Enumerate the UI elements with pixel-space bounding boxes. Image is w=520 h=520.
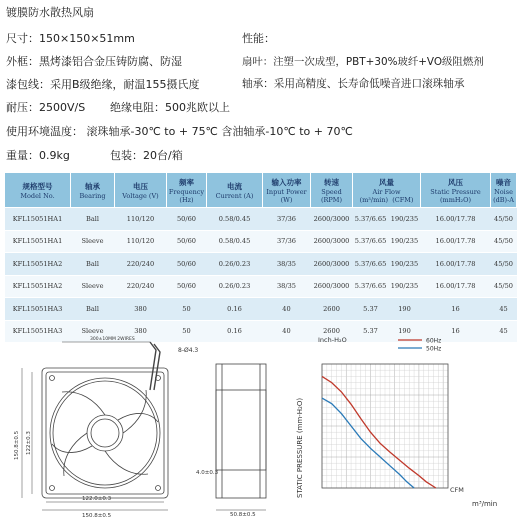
- table-cell: 45: [491, 298, 517, 321]
- table-cell: 190/235: [389, 208, 421, 231]
- table-cell: KFL15051HA2: [5, 253, 71, 276]
- x-unit-label: m³/min: [472, 500, 498, 508]
- y-unit-label: Inch-H₂O: [318, 336, 347, 344]
- table-cell: 50/60: [167, 253, 207, 276]
- x-axis-label: CFM: [450, 486, 464, 494]
- table-cell: 2600/3000: [311, 275, 353, 298]
- series-line-50hz: [322, 398, 414, 488]
- fan-drawing-area: [0, 330, 520, 520]
- spec-size: 尺寸：150×150×51mm: [6, 32, 135, 45]
- table-cell: 5.37/6.65: [353, 275, 389, 298]
- table-cell: 5.37/6.65: [353, 253, 389, 276]
- pq-chart: [296, 336, 497, 508]
- table-cell: 110/120: [115, 230, 167, 253]
- header-voltage: 电压 Voltage (V): [115, 173, 167, 208]
- page-title: 镀膜防水散热风扇: [6, 6, 94, 19]
- table-cell: 380: [115, 320, 167, 343]
- table-cell: 190: [389, 298, 421, 321]
- header-model: 规格型号 Model No.: [5, 173, 71, 208]
- dim-inner-vertical: 122±0.3: [26, 431, 32, 455]
- table-cell: 16.00/17.78: [421, 208, 491, 231]
- table-cell: 50: [167, 298, 207, 321]
- table-cell: 50/60: [167, 275, 207, 298]
- legend-label: 60Hz: [426, 337, 442, 345]
- table-cell: 110/120: [115, 208, 167, 231]
- table-cell: Sleeve: [71, 230, 115, 253]
- table-cell: 45/50: [491, 230, 517, 253]
- spec-performance: 性能：: [242, 32, 275, 45]
- table-cell: 45/50: [491, 253, 517, 276]
- table-cell: Ball: [71, 298, 115, 321]
- table-cell: 40: [263, 320, 311, 343]
- table-cell: 45: [491, 320, 517, 343]
- spec-bearing: 轴承：采用高精度、长寿命低噪音进口滚珠轴承: [242, 78, 465, 90]
- spec-wire: 漆包线：采用B级绝缘，耐温155摄氏度: [6, 78, 200, 91]
- table-row: [5, 298, 517, 321]
- header-airflow: 风量 Air Flow (m³/min) (CFM): [353, 173, 421, 208]
- table-cell: 50/60: [167, 208, 207, 231]
- header-current: 电流 Current (A): [207, 173, 263, 208]
- table-cell: Sleeve: [71, 320, 115, 343]
- table-cell: 190/235: [389, 275, 421, 298]
- table-row: [5, 230, 517, 253]
- table-cell: 2600/3000: [311, 208, 353, 231]
- header-speed: 转速 Speed (RPM): [311, 173, 353, 208]
- table-cell: 38/35: [263, 253, 311, 276]
- dim-depth: 50.8±0.5: [230, 512, 256, 518]
- table-cell: 37/36: [263, 208, 311, 231]
- hole-label: 8-Ø4.3: [178, 347, 199, 354]
- table-cell: KFL15051HA1: [5, 208, 71, 231]
- table-cell: 220/240: [115, 275, 167, 298]
- spec-voltage: 耐压：2500V/S: [6, 101, 86, 114]
- spec-environment: 使用环境温度： 滚珠轴承-30℃ to + 75℃ 含油轴承-10℃ to + 70℃: [6, 125, 353, 138]
- spec-frame: 外框：黑烤漆铝合金压铸防腐、防湿: [6, 55, 182, 68]
- table-cell: 50/60: [167, 230, 207, 253]
- header-frequency: 频率 Frequency (Hz): [167, 173, 207, 208]
- table-cell: 16: [421, 320, 491, 343]
- table-cell: Sleeve: [71, 275, 115, 298]
- table-cell: Ball: [71, 208, 115, 231]
- table-cell: 16.00/17.78: [421, 253, 491, 276]
- y-axis-label: STATIC PRESSURE (mm-H₂O): [296, 397, 304, 498]
- dim-outer-horizontal: 150.8±0.5: [82, 513, 112, 519]
- table-cell: 0.58/0.45: [207, 230, 263, 253]
- table-cell: 16.00/17.78: [421, 275, 491, 298]
- table-cell: 0.26/0.23: [207, 253, 263, 276]
- header-noise: 噪音 Noise (dB)-A: [491, 173, 517, 208]
- table-cell: 380: [115, 298, 167, 321]
- table-cell: 0.16: [207, 298, 263, 321]
- table-cell: 5.37/6.65: [353, 230, 389, 253]
- spec-insulation: 绝缘电阻：500兆欧以上: [110, 101, 230, 114]
- table-cell: 16: [421, 298, 491, 321]
- table-cell: KFL15051HA3: [5, 320, 71, 343]
- header-input-power: 输入功率 Input Power (W): [263, 173, 311, 208]
- table-row: [5, 208, 517, 231]
- table-cell: 190/235: [389, 253, 421, 276]
- spec-blade: 扇叶：注塑一次成型，PBT+30%玻纤+VO级阻燃剂: [242, 56, 484, 68]
- table-row: [5, 253, 517, 276]
- airflow-unit-cfm: (CFM): [392, 195, 414, 204]
- header-static-pressure: 风压 Static Pressure (mmH₂O): [421, 173, 491, 208]
- table-cell: 2600: [311, 298, 353, 321]
- table-cell: KFL15051HA3: [5, 298, 71, 321]
- dim-outer-vertical: 150.8±0.5: [14, 430, 20, 460]
- dim-side: 4.0±0.3: [196, 470, 219, 476]
- table-cell: 5.37: [353, 298, 389, 321]
- dim-inner-horizontal: 122.0±0.3: [82, 496, 112, 502]
- table-cell: 2600: [311, 320, 353, 343]
- table-cell: 190: [389, 320, 421, 343]
- spec-packaging: 包装：20台/箱: [110, 149, 183, 162]
- table-row: [5, 275, 517, 298]
- table-cell: 0.16: [207, 320, 263, 343]
- table-cell: 2600/3000: [311, 230, 353, 253]
- table-cell: 2600/3000: [311, 253, 353, 276]
- table-cell: KFL15051HA2: [5, 275, 71, 298]
- header-bearing: 轴承 Bearing: [71, 173, 115, 208]
- table-cell: KFL15051HA1: [5, 230, 71, 253]
- table-cell: 50: [167, 320, 207, 343]
- spec-weight: 重量：0.9kg: [6, 149, 70, 162]
- table-cell: 190/235: [389, 230, 421, 253]
- table-cell: 38/35: [263, 275, 311, 298]
- table-cell: 45/50: [491, 275, 517, 298]
- table-cell: 5.37: [353, 320, 389, 343]
- table-cell: 0.58/0.45: [207, 208, 263, 231]
- table-cell: 5.37/6.65: [353, 208, 389, 231]
- table-cell: 0.26/0.23: [207, 275, 263, 298]
- table-cell: 16.00/17.78: [421, 230, 491, 253]
- wire-label: 300±10MM 2WIRES: [90, 337, 135, 342]
- legend-label: 50Hz: [426, 345, 442, 353]
- table-cell: 40: [263, 298, 311, 321]
- fan-front-view: [22, 342, 168, 510]
- table-cell: 45/50: [491, 208, 517, 231]
- spec-table: [4, 172, 517, 343]
- fan-side-view: [216, 364, 266, 510]
- table-header-row: [5, 173, 517, 208]
- table-cell: 37/36: [263, 230, 311, 253]
- table-cell: Ball: [71, 253, 115, 276]
- table-cell: 220/240: [115, 253, 167, 276]
- airflow-unit-m3: (m³/min): [359, 195, 389, 204]
